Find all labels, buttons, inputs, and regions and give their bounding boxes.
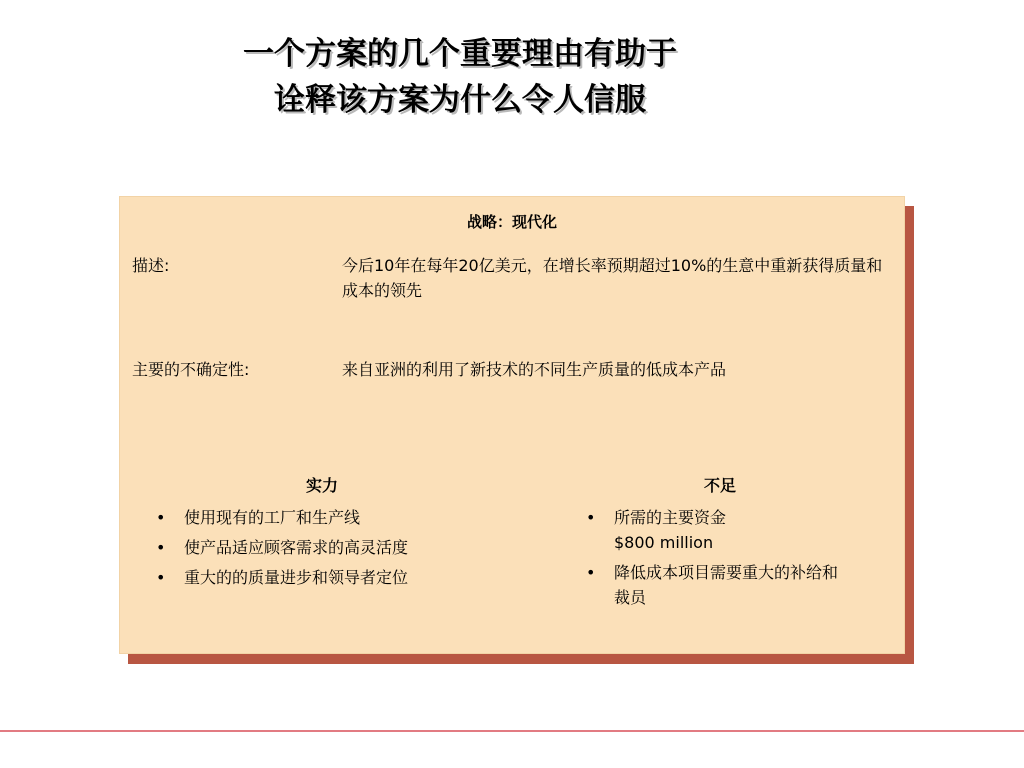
strategy-card bbox=[119, 196, 905, 654]
strength-text: 使产品适应顾客需求的高灵活度 bbox=[184, 538, 409, 557]
weaknesses-column bbox=[582, 473, 872, 615]
strength-text: 重大的的质量进步和领导者定位 bbox=[184, 568, 409, 587]
uncertainty-value: 来自亚洲的利用了新技术的不同生产质量的低成本产品 bbox=[342, 360, 727, 379]
uncertainty-label: 主要的不确定性: bbox=[132, 360, 250, 379]
bullet-icon: • bbox=[586, 508, 596, 527]
list-item bbox=[152, 565, 532, 590]
description-value: 今后10年在每年20亿美元，在增长率预期超过10%的生意中重新获得质量和成本的领先 bbox=[342, 256, 883, 300]
bullet-icon: • bbox=[156, 538, 166, 557]
footer-divider bbox=[0, 730, 1024, 732]
slide-title-line-2: 诠释该方案为什么令人信服 bbox=[274, 82, 646, 118]
list-item bbox=[582, 505, 852, 555]
weakness-text: 所需的主要资金 $800 million bbox=[614, 508, 727, 552]
list-item bbox=[152, 535, 532, 560]
strengths-list bbox=[152, 505, 532, 590]
strategy-title: 战略：现代化 bbox=[466, 213, 557, 231]
bullet-icon: • bbox=[586, 563, 596, 582]
strength-text: 使用现有的工厂和生产线 bbox=[184, 508, 361, 527]
bullet-icon: • bbox=[156, 568, 166, 587]
bullet-icon: • bbox=[156, 508, 166, 527]
weaknesses-heading: 不足 bbox=[703, 476, 736, 495]
list-item bbox=[582, 560, 852, 610]
list-item bbox=[152, 505, 532, 530]
slide-title-line-1: 一个方案的几个重要理由有助于 bbox=[243, 36, 677, 72]
description-label: 描述: bbox=[132, 256, 170, 275]
strengths-heading: 实力 bbox=[305, 476, 338, 495]
strengths-column bbox=[152, 473, 532, 595]
weaknesses-list bbox=[582, 505, 852, 610]
weakness-text: 降低成本项目需要重大的补给和裁员 bbox=[614, 563, 839, 607]
